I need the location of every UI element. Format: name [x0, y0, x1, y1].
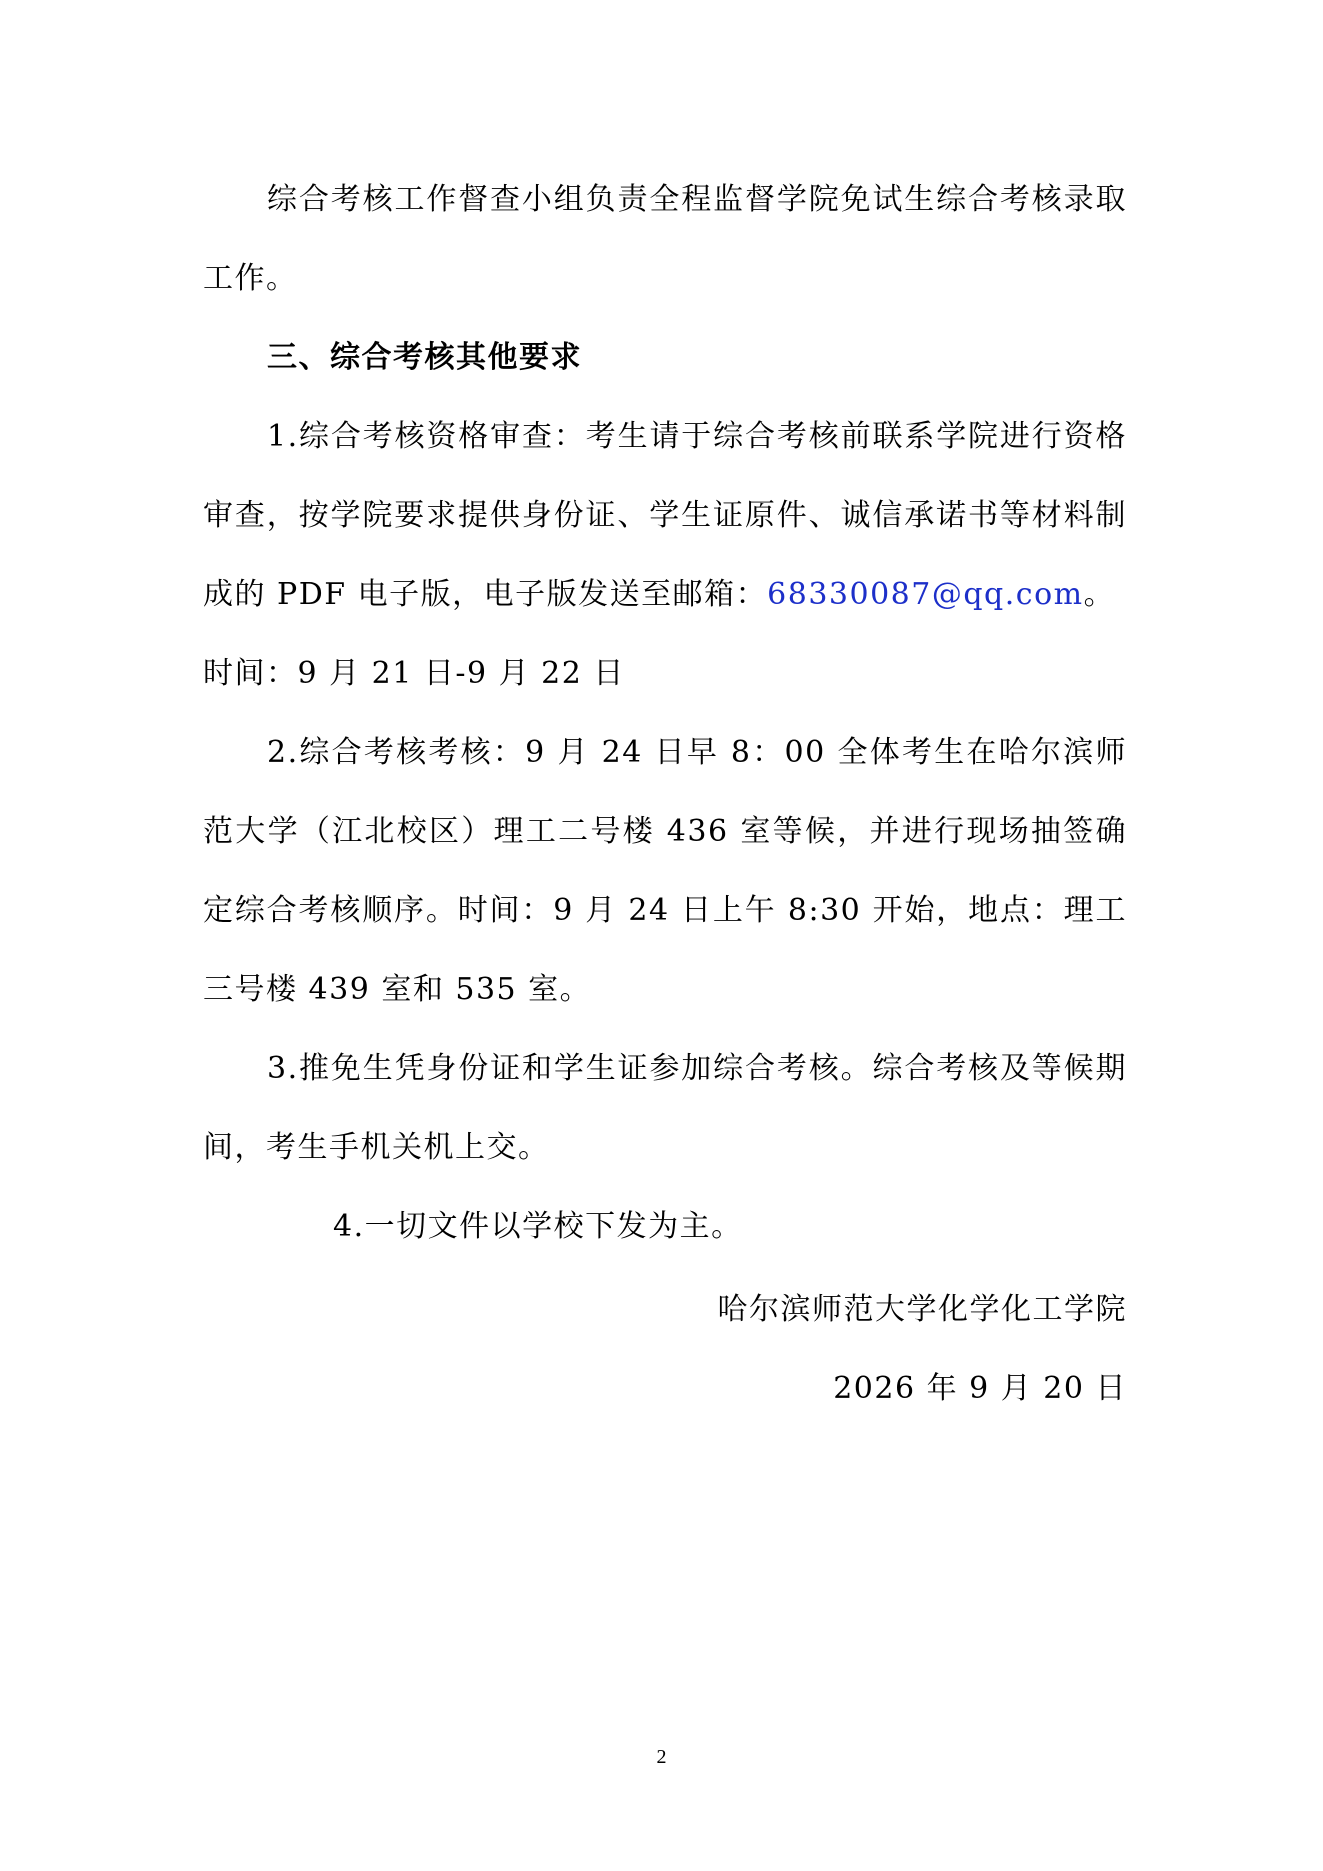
item-2-paragraph: 2.综合考核考核：9 月 24 日早 8：00 全体考生在哈尔滨师范大学（江北校区）理工二号楼 436 室等候，并进行现场抽签确定综合考核顺序。时间：9 月 24 日上午 8:30 开始，地点：理工三号楼 439 室和 535 室。: [203, 735, 1127, 1007]
item-3-paragraph: 3.推免生凭身份证和学生证参加综合考核。综合考核及等候期间，考生手机关机上交。: [203, 1051, 1127, 1165]
signature-date: 2026 年 9 月 20 日: [833, 1371, 1127, 1406]
signature-organization: 哈尔滨师范大学化学化工学院: [717, 1292, 1127, 1327]
item-1-text-end: 。: [1083, 577, 1116, 612]
page-number: 2: [656, 1746, 667, 1768]
email-link[interactable]: 68330087@qq.com: [767, 577, 1084, 612]
item-1-text: 1.综合考核资格审查：考生请于综合考核前联系学院进行资格审查，按学院要求提供身份证、学生证原件、诚信承诺书等材料制成的 PDF 电子版，电子版发送至邮箱：: [203, 419, 1127, 612]
item-1-time: 时间：9 月 21 日-9 月 22 日: [203, 656, 625, 691]
item-4-paragraph: 4.一切文件以学校下发为主。: [333, 1209, 743, 1244]
section-heading: 三、综合考核其他要求: [267, 340, 582, 375]
item-1-paragraph: [203, 397, 1127, 634]
document-body: [203, 160, 1127, 1266]
signature-block: [718, 1270, 1128, 1428]
intro-paragraph: 综合考核工作督查小组负责全程监督学院免试生综合考核录取工作。: [203, 182, 1127, 296]
